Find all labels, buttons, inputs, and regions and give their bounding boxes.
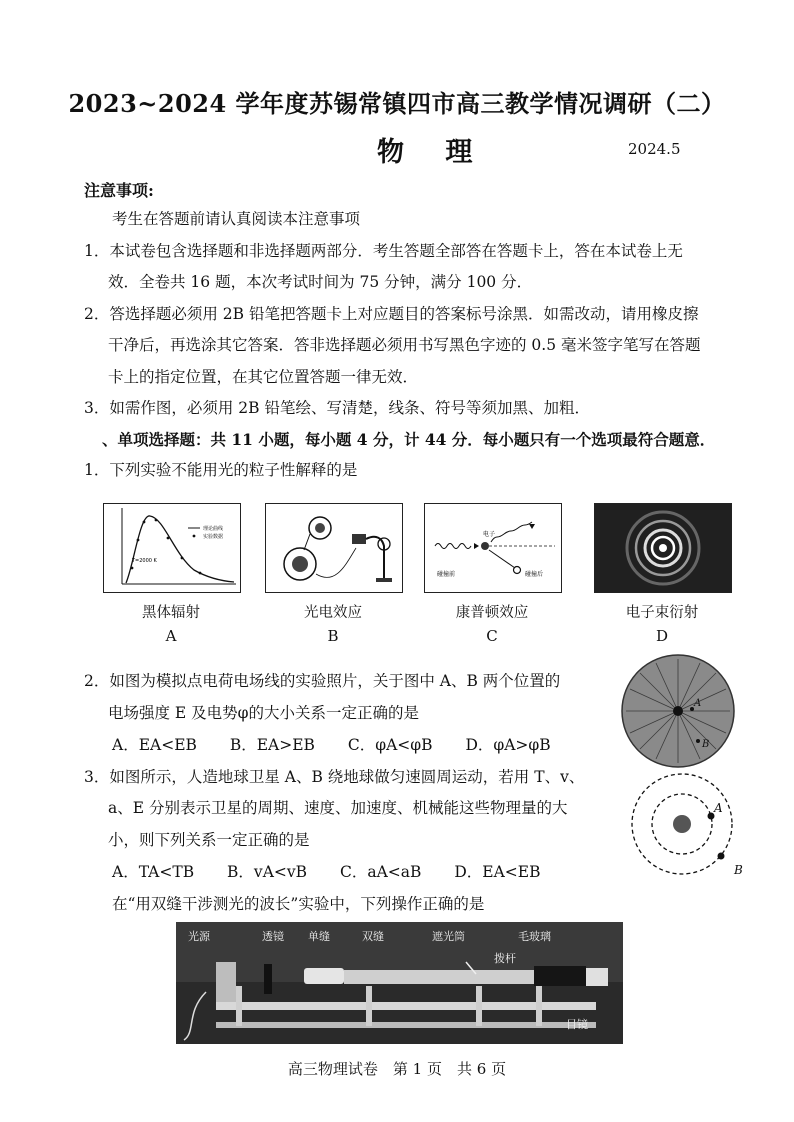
q3-line-3: 小，则下列关系一定正确的是 xyxy=(108,831,310,849)
figure-blackbody xyxy=(103,503,241,593)
q3-label-b: B xyxy=(734,863,743,877)
notes-intro: 考生在答题前请认真阅读本注意事项 xyxy=(112,210,361,228)
subject-title: 物 理 xyxy=(377,137,489,168)
label-light-shield-tube: 遮光筒 xyxy=(432,930,465,943)
q2-option-a: A．EA<EB xyxy=(112,736,197,754)
section-heading: 、单项选择题：共 11 小题，每小题 4 分，计 44 分．每小题只有一个选项最符合题意． xyxy=(102,430,716,449)
notes-heading: 注意事项: xyxy=(84,181,154,200)
q2-options xyxy=(112,734,579,756)
q3-orbit-diagram xyxy=(620,770,754,882)
q3-option-d: D．EA<EB xyxy=(454,863,541,881)
q3-option-b: B．vA<vB xyxy=(227,863,308,881)
page-footer: 高三物理试卷 第 1 页 共 6 页 xyxy=(287,1060,507,1078)
letter-b: B xyxy=(327,627,339,645)
q2-field-line-photo xyxy=(620,653,736,769)
caption-a: 黑体辐射 xyxy=(142,605,200,621)
compton-scattering-graphic xyxy=(425,504,561,592)
note-2-line-1: 2．答选择题必须用 2B 铅笔把答题卡上对应题目的答案标号涂黑．如需改动，请用橡皮擦 xyxy=(84,305,699,323)
note-1-line-1: 1．本试卷包含选择题和非选择题两部分．考生答题全部答在答题卡上，答在本试卷上无 xyxy=(84,242,683,260)
label-before: 碰撞前 xyxy=(437,571,456,578)
label-eyepiece: 目镜 xyxy=(566,1018,588,1031)
note-3: 3．如需作图，必须用 2B 铅笔绘、写清楚，线条、符号等须加黑、加粗． xyxy=(84,399,590,417)
label-single-slit: 单缝 xyxy=(308,930,330,943)
figure-compton xyxy=(424,503,562,593)
orbits-graphic xyxy=(620,770,754,882)
diffraction-rings-graphic xyxy=(595,504,731,592)
q4-stem: 在“用双缝干涉测光的波长”实验中，下列操作正确的是 xyxy=(112,895,485,913)
caption-b: 光电效应 xyxy=(304,605,362,621)
letter-a: A xyxy=(165,627,177,645)
q2-label-a: A xyxy=(694,698,702,709)
legend-theory: 理论曲线 xyxy=(203,526,224,532)
note-2-line-2: 干净后，再选涂其它答案．答非选择题必须用书写黑色字迹的 0.5 毫米签字笔写在答题 xyxy=(108,336,701,354)
q3-label-a: A xyxy=(714,801,723,815)
q4-apparatus-photo xyxy=(176,922,623,1044)
q2-line-1: 2．如图为模拟点电荷电场线的实验照片，关于图中 A、B 两个位置的 xyxy=(84,672,561,690)
q3-options xyxy=(112,861,568,883)
label-lens: 透镜 xyxy=(262,930,284,943)
field-lines-graphic xyxy=(620,653,736,769)
exam-title: 2023~2024 学年度苏锡常镇四市高三教学情况调研（二） xyxy=(68,89,726,118)
double-slit-apparatus-graphic xyxy=(176,922,623,1044)
label-frosted-glass: 毛玻璃 xyxy=(518,930,551,943)
legend-data: 实验数据 xyxy=(203,534,224,540)
label-electron: 电子 xyxy=(483,531,496,538)
letter-d: D xyxy=(655,627,669,645)
blackbody-curve-graphic xyxy=(104,504,240,592)
caption-c: 康普顿效应 xyxy=(455,605,529,621)
label-light-source: 光源 xyxy=(188,930,210,943)
q1-stem: 1．下列实验不能用光的粒子性解释的是 xyxy=(84,461,358,479)
note-1-line-2: 效．全卷共 16 题，本次考试时间为 75 分钟，满分 100 分． xyxy=(108,273,533,291)
q2-option-d: D．φA>φB xyxy=(465,736,551,754)
label-lever: 拨杆 xyxy=(494,952,516,965)
q2-option-b: B．EA>EB xyxy=(229,736,315,754)
temperature-label: T=2000 K xyxy=(132,558,157,564)
photoelectric-apparatus-graphic xyxy=(266,504,402,592)
q3-option-a: A．TA<TB xyxy=(112,863,195,881)
exam-date: 2024.5 xyxy=(628,140,681,158)
caption-d: 电子束衍射 xyxy=(625,605,699,621)
q2-line-2: 电场强度 E 及电势φ的大小关系一定正确的是 xyxy=(108,704,420,722)
letter-c: C xyxy=(486,627,498,645)
q3-option-c: C．aA<aB xyxy=(339,863,422,881)
figure-photoelectric xyxy=(265,503,403,593)
q2-option-c: C．φA<φB xyxy=(347,736,433,754)
figure-electron-diffraction xyxy=(594,503,732,593)
q3-line-2: a、E 分别表示卫星的周期、速度、加速度、机械能这些物理量的大 xyxy=(108,799,568,817)
label-double-slit: 双缝 xyxy=(362,930,384,943)
q2-label-b: B xyxy=(702,739,710,750)
q3-line-1: 3．如图所示，人造地球卫星 A、B 绕地球做匀速圆周运动，若用 T、v、 xyxy=(84,768,585,786)
note-2-line-3: 卡上的指定位置，在其它位置答题一律无效． xyxy=(108,368,419,386)
label-after: 碰撞后 xyxy=(525,571,544,578)
